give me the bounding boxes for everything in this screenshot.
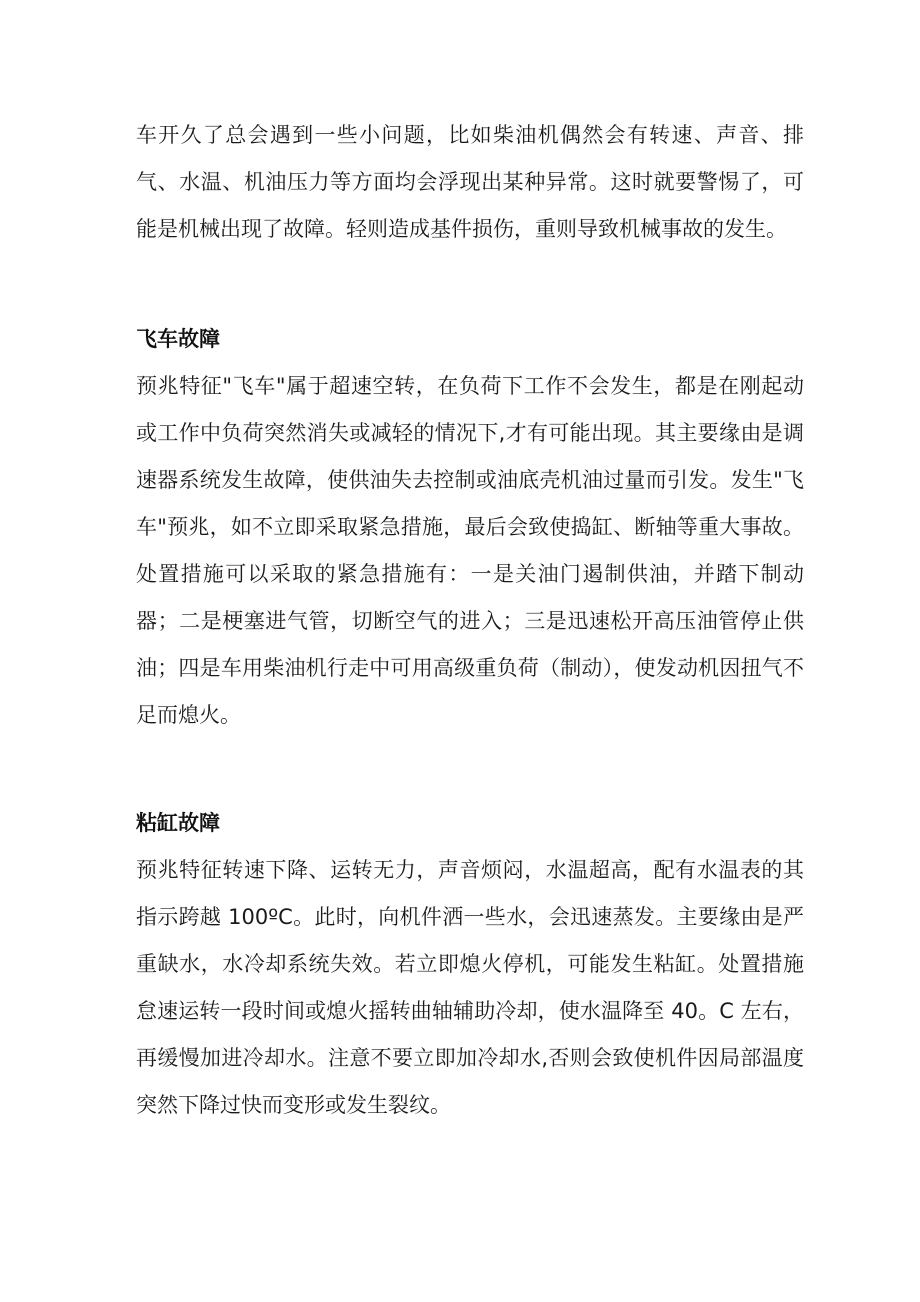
section-cylinder-seizure (136, 800, 804, 1129)
intro-paragraph: 车开久了总会遇到一些小问题，比如柴油机偶然会有转速、声音、排气、水温、机油压力等方面均会浮现出某种异常。这时就要警惕了，可能是机械出现了故障。轻则造成基件损伤，重则导致机械事故的发生。 (136, 123, 804, 241)
section-paragraph: 预兆特征转速下降、运转无力，声音烦闷，水温超高，配有水温表的其指示跨越 100ºC。此时，向机件洒一些水，会迅速蒸发。主要缘由是严重缺水，水冷却系统失效。若立即熄火停机，可能发生粘缸。处置措施怠速运转一段时间或熄火摇转曲轴辅助冷却，使水温降至 40。C 左右，再缓慢加进冷却水。注意不要立即加冷却水,否则会致使机件因局部温度突然下降过快而变形或发生裂纹。 (136, 858, 804, 1117)
section-runaway (136, 316, 804, 739)
section-heading: 飞车故障 (136, 327, 220, 351)
section-heading: 粘缸故障 (136, 811, 220, 835)
section-paragraph: 预兆特征"飞车"属于超速空转，在负荷下工作不会发生，都是在刚起动或工作中负荷突然消失或减轻的情况下,才有可能出现。其主要缘由是调速器系统发生故障，使供油失去控制或油底壳机油过量而引发。发生"飞车"预兆，如不立即采取紧急措施，最后会致使捣缸、断轴等重大事故。处置措施可以采取的紧急措施有：一是关油门遏制供油，并踏下制动器；二是梗塞进气管，切断空气的进入；三是迅速松开高压油管停止供油；四是车用柴油机行走中可用高级重负荷（制动），使发动机因扭气不足而熄火。 (136, 374, 804, 727)
document-body (136, 112, 804, 1190)
